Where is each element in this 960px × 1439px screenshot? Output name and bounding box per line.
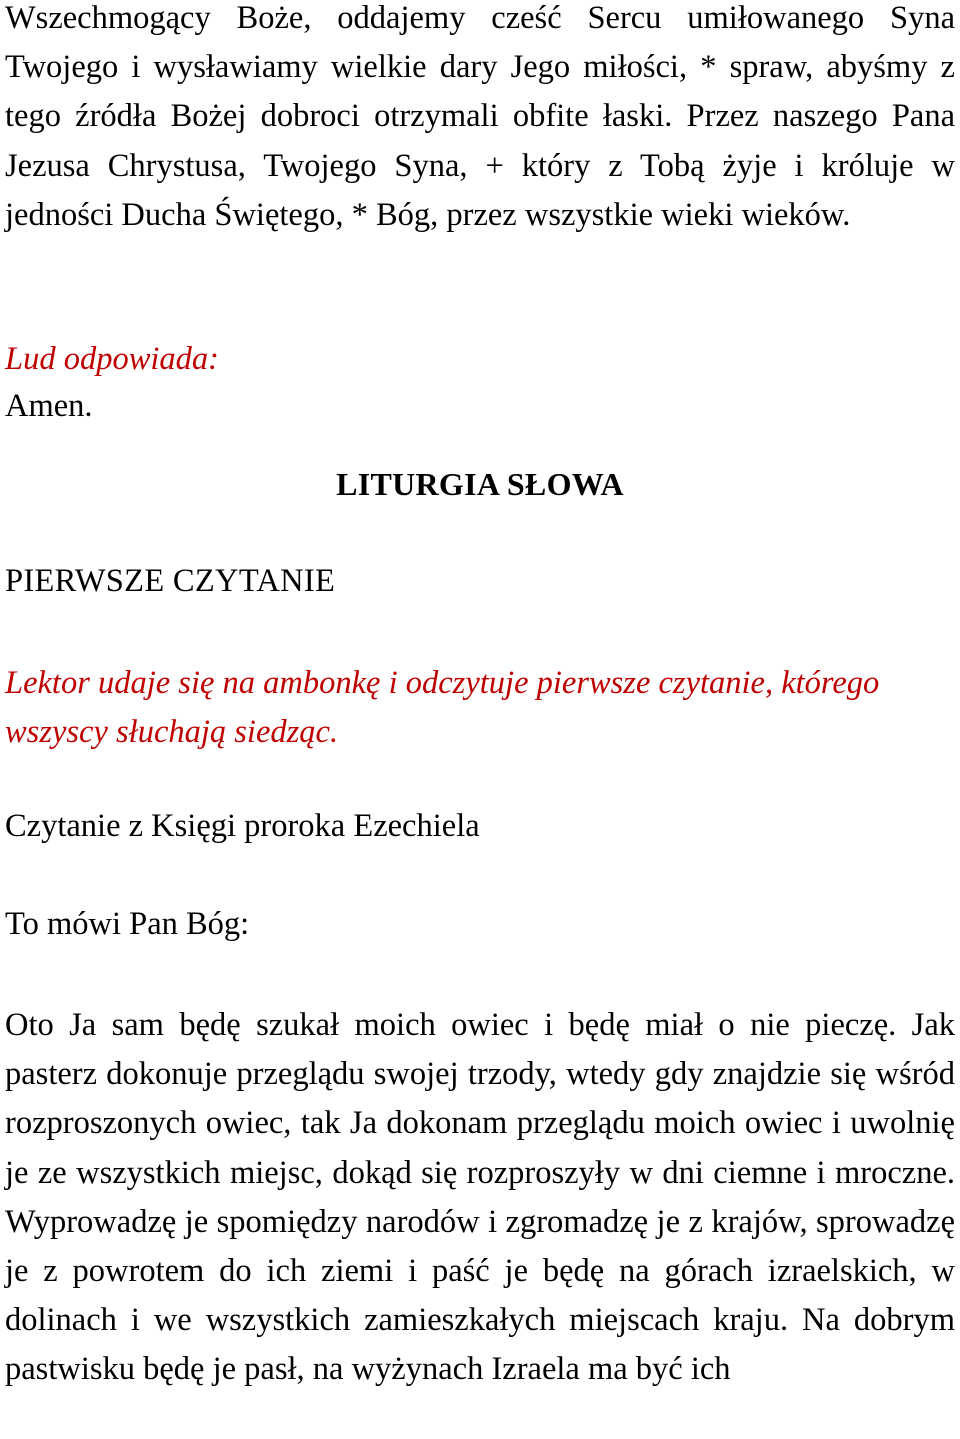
liturgy-heading: LITURGIA SŁOWA (336, 466, 624, 502)
reading-source: Czytanie z Księgi proroka Ezechiela (5, 808, 480, 844)
first-reading-title: PIERWSZE CZYTANIE (5, 563, 336, 599)
collect-prayer-text: Wszechmogący Boże, oddajemy cześć Sercu umiłowanego Syna Twojego i wysławiamy wielkie dary Jego miłości, * spraw, abyśmy z tego źródła Bożej dobroci otrzymali obfite łaski. Przez naszego Pana Jezusa Chrystusa, Twojego Syna, + który z Tobą żyje i króluje w jedności Ducha Świętego, * Bóg, przez wszystkie wieki wieków. (5, 0, 955, 233)
amen-response: Amen. (5, 388, 93, 424)
reading-intro: To mówi Pan Bóg: (5, 906, 250, 942)
reading-text: Oto Ja sam będę szukał moich owiec i będę miał o nie pieczę. Jak pasterz dokonuje przeglądu swojej trzody, wtedy gdy znajdzie się wśród rozproszonych owiec, tak Ja dokonam przeglądu moich owiec i uwolnię je ze wszystkich miejsc, dokąd się rozproszyły w dni ciemne i mroczne. Wyprowadzę je spomiędzy narodów i zgromadzę je z krajów, sprowadzę je z powrotem do ich ziemi i paść je będę na górach izraelskich, w dolinach i we wszystkich zamieszkałych miejscach kraju. Na dobrym pastwisku będę je pasł, na wyżynach Izraela ma być ich (5, 1007, 955, 1388)
lector-rubric: Lektor udaje się na ambonkę i odczytuje pierwsze czytanie, którego wszyscy słuchają siedząc. (5, 665, 880, 750)
response-rubric: Lud odpowiada: (5, 341, 219, 377)
